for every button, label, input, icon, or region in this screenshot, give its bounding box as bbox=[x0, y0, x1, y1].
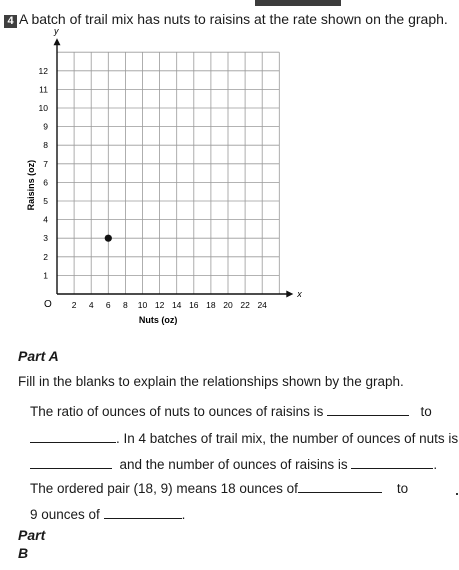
line2-text-a: . In 4 batches of trail mix, the number of ounces of nuts is bbox=[116, 431, 459, 446]
x-tick-label: 10 bbox=[137, 300, 148, 310]
line5-text-b: . bbox=[181, 507, 186, 522]
question-number-badge: 4 bbox=[4, 15, 17, 28]
part-b-title: Part B bbox=[18, 527, 46, 561]
part-a-instructions: Fill in the blanks to explain the relationships shown by the graph. bbox=[18, 374, 404, 389]
x-tick-label: 2 bbox=[71, 300, 77, 310]
x-tick-label: 8 bbox=[123, 300, 128, 310]
chart-grid bbox=[57, 52, 279, 294]
origin-label: O bbox=[44, 299, 52, 310]
x-tick-label: 20 bbox=[223, 300, 233, 310]
question-header bbox=[4, 11, 448, 28]
x-tick-label: 18 bbox=[206, 300, 216, 310]
y-tick-label: 9 bbox=[43, 121, 48, 132]
top-scroll-bar bbox=[255, 0, 341, 6]
x-axis-letter: x bbox=[297, 289, 302, 299]
blank-ordered-pair-second[interactable] bbox=[104, 505, 182, 519]
line3-text-b: . bbox=[433, 457, 438, 472]
fill-line-1 bbox=[30, 402, 432, 419]
line3-text-a: and the number of ounces of raisins is bbox=[119, 457, 348, 472]
y-tick-label: 11 bbox=[39, 84, 48, 95]
part-a-title: Part A bbox=[18, 348, 59, 364]
y-axis-title: Raisins (oz) bbox=[26, 159, 36, 211]
fill-line-5 bbox=[30, 505, 185, 522]
x-tick-label: 4 bbox=[88, 300, 94, 310]
x-tick-label: 16 bbox=[189, 300, 199, 310]
x-axis-title: Nuts (oz) bbox=[138, 315, 178, 325]
y-axis-arrow bbox=[54, 38, 61, 45]
line5-text-a: 9 ounces of bbox=[30, 507, 100, 522]
y-tick-label: 4 bbox=[43, 214, 48, 225]
page-speck bbox=[456, 493, 458, 495]
y-tick-label: 7 bbox=[43, 158, 48, 169]
blank-nuts-4-batches[interactable] bbox=[30, 455, 112, 469]
y-tick-label: 1 bbox=[43, 270, 48, 281]
line1-text-a: The ratio of ounces of nuts to ounces of raisins is bbox=[30, 404, 324, 419]
line4-text-a: The ordered pair (18, 9) means 18 ounces of bbox=[30, 481, 298, 496]
question-text: A batch of trail mix has nuts to raisins at the rate shown on the graph. bbox=[19, 11, 448, 27]
chart-axes bbox=[54, 38, 294, 297]
fill-line-4 bbox=[30, 479, 408, 496]
x-tick-label: 24 bbox=[257, 300, 267, 310]
blank-ratio-nuts[interactable] bbox=[327, 402, 409, 416]
y-tick-label: 12 bbox=[38, 65, 48, 76]
chart-points bbox=[105, 235, 112, 242]
fill-line-2 bbox=[30, 429, 458, 446]
y-axis-letter: y bbox=[54, 26, 59, 37]
y-tick-label: 5 bbox=[43, 196, 48, 206]
line4-text-b: to bbox=[396, 481, 409, 496]
y-tick-label: 2 bbox=[43, 251, 48, 262]
x-axis-arrow bbox=[286, 291, 293, 298]
blank-ratio-raisins[interactable] bbox=[30, 429, 116, 443]
y-tick-label: 8 bbox=[43, 140, 48, 151]
blank-ordered-pair-first[interactable] bbox=[298, 479, 382, 493]
x-tick-label: 6 bbox=[105, 300, 111, 310]
y-tick-label: 10 bbox=[38, 103, 48, 113]
trail-mix-graph bbox=[0, 26, 310, 338]
part-b-title-clipped bbox=[18, 527, 58, 561]
fill-line-3 bbox=[30, 455, 437, 472]
x-tick-label: 14 bbox=[171, 300, 182, 310]
data-point bbox=[105, 235, 112, 242]
line1-text-b: to bbox=[420, 404, 432, 419]
blank-raisins-4-batches[interactable] bbox=[351, 455, 433, 469]
y-tick-label: 3 bbox=[43, 233, 48, 244]
x-tick-label: 22 bbox=[240, 300, 250, 310]
x-tick-label: 12 bbox=[154, 300, 165, 310]
y-tick-label: 6 bbox=[43, 177, 48, 188]
